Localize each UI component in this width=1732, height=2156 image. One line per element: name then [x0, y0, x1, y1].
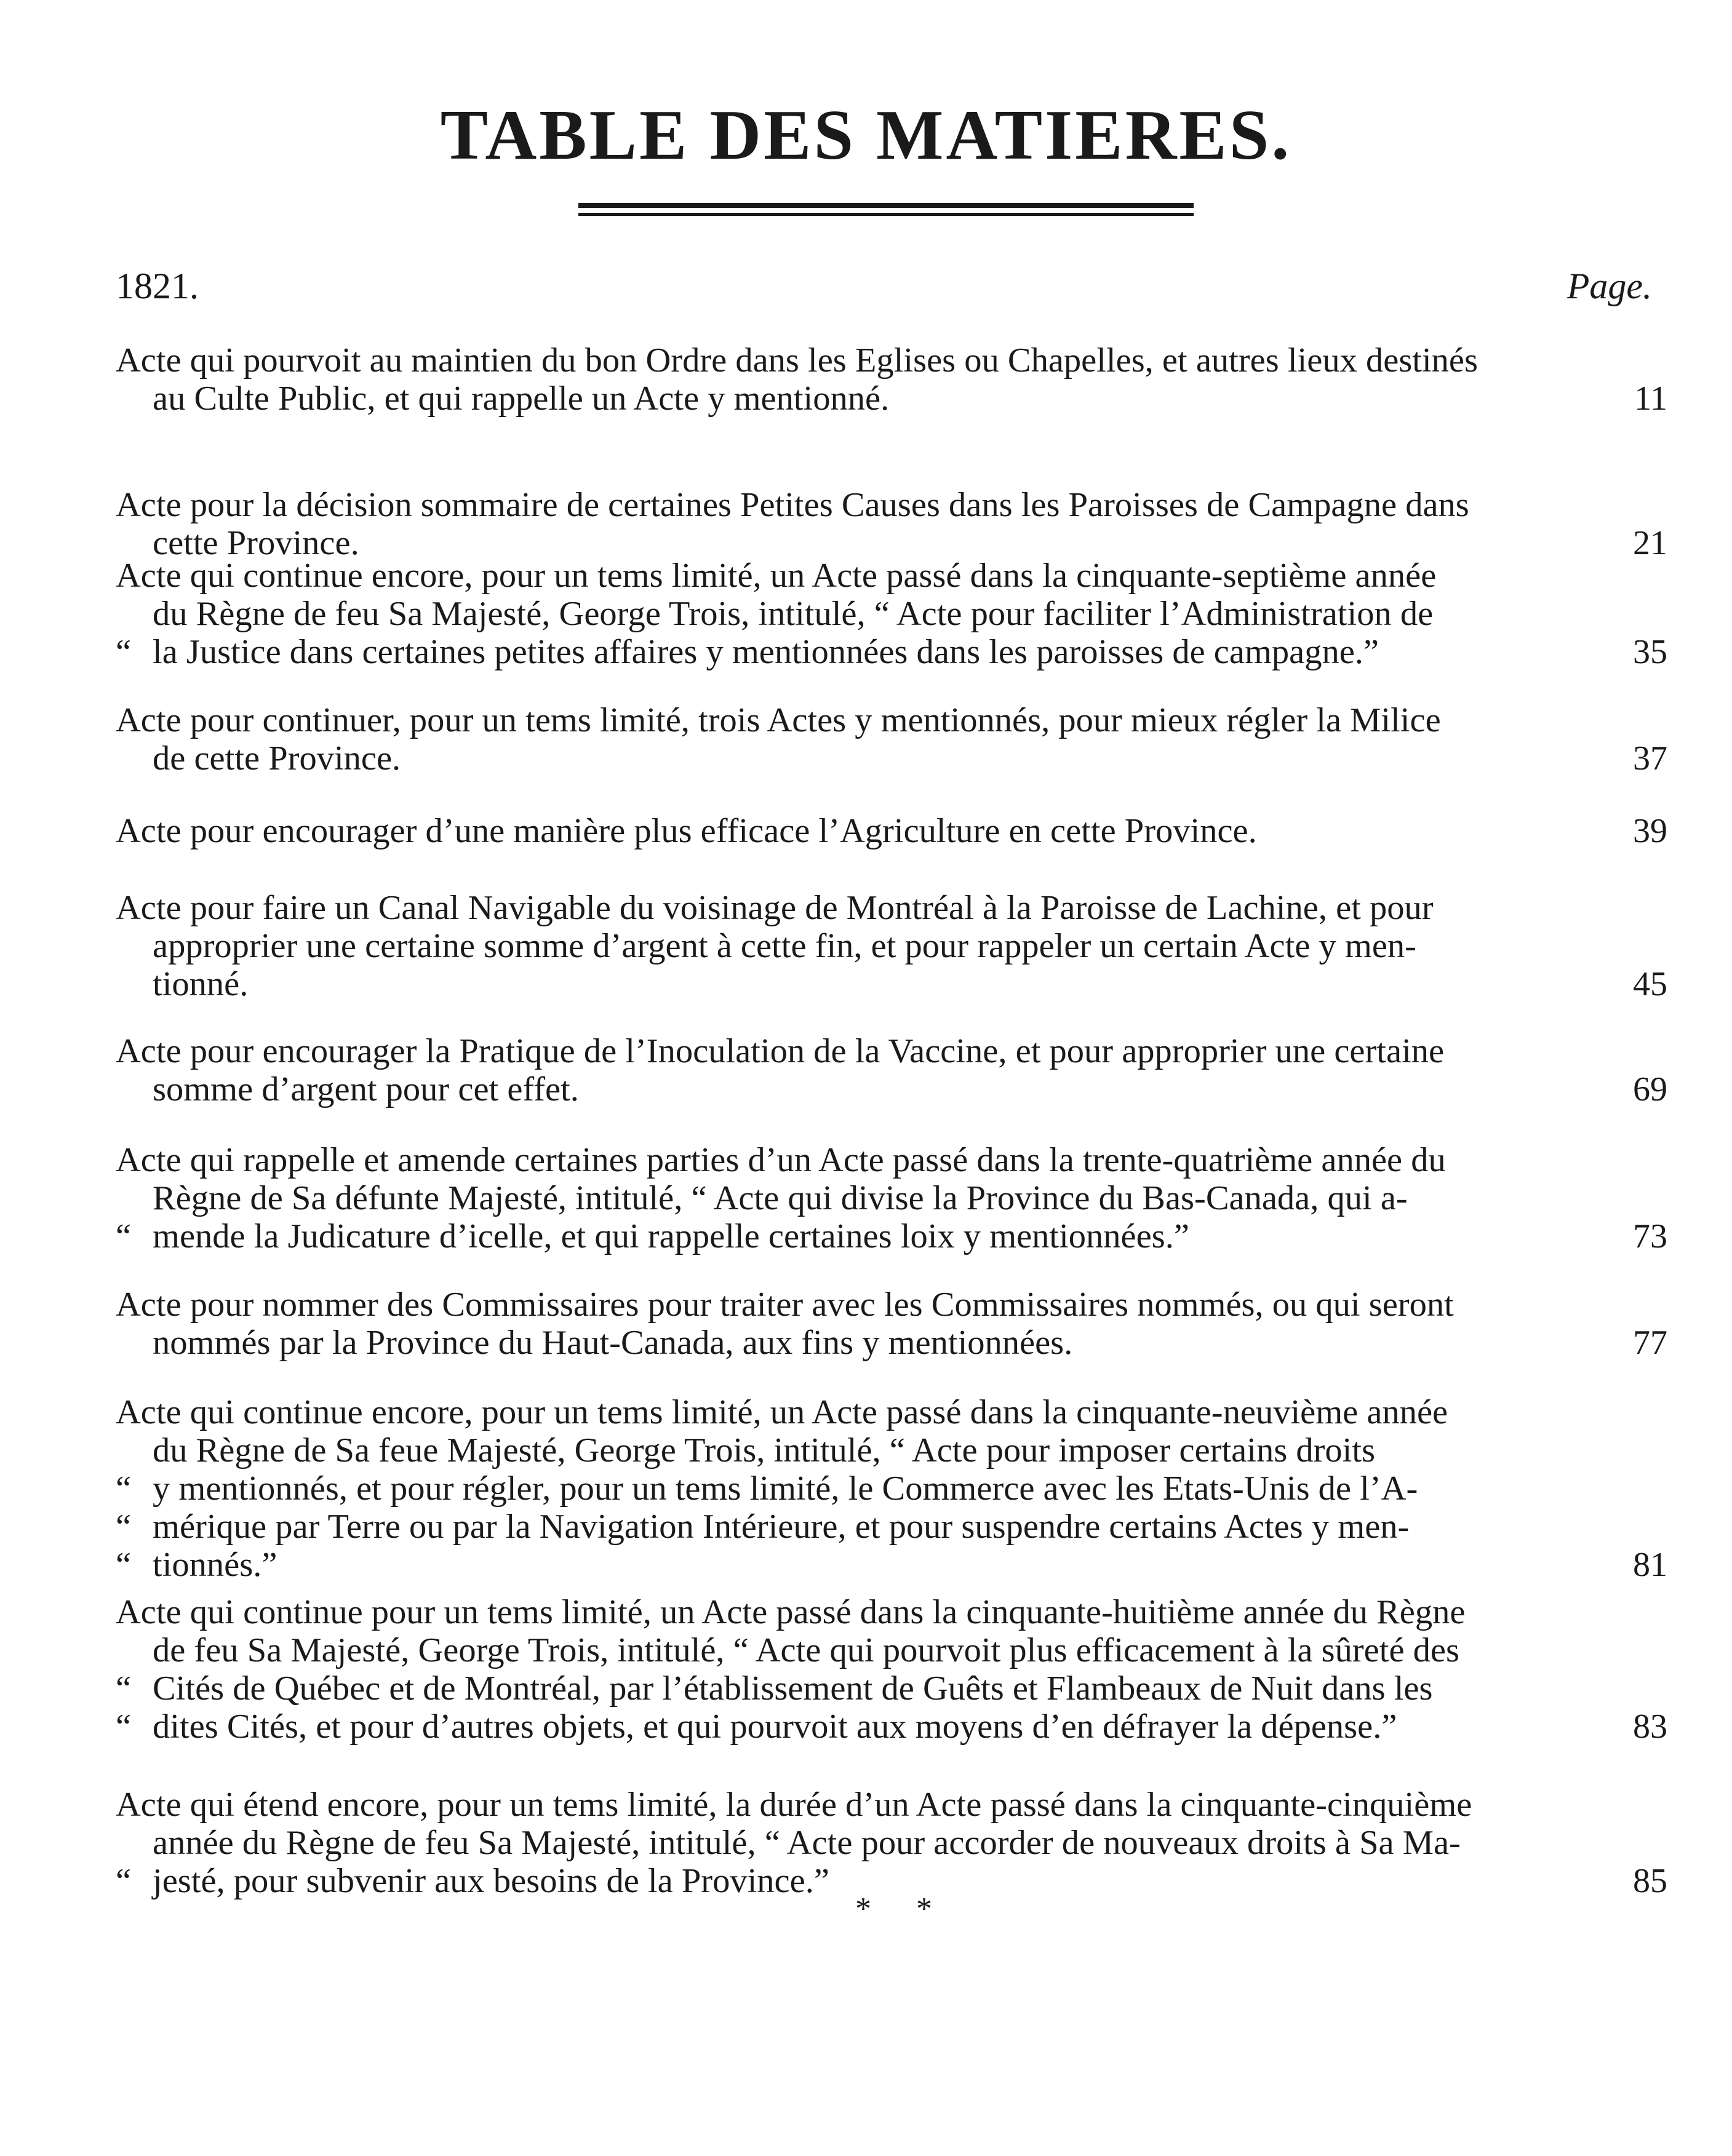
entry-continuation-line	[116, 1669, 1549, 1708]
entry-line-text: Acte pour continuer, pour un tems limité, trois Actes y mentionnés, pour mieux régler la Milice	[116, 701, 1441, 739]
entry-line-text: année du Règne de feu Sa Majesté, intitulé, “ Acte pour accorder de nouveaux droits à Sa Ma-	[153, 1824, 1461, 1862]
entry-first-line	[116, 812, 1549, 850]
entry-first-line	[116, 341, 1549, 380]
entry-continuation-line	[116, 595, 1549, 633]
title-rule-thick	[578, 203, 1194, 208]
entry-continuation-line	[116, 1631, 1549, 1669]
entry-first-line	[116, 1593, 1549, 1631]
entry-page-number: 37	[1633, 739, 1667, 778]
year-label: 1821.	[116, 266, 199, 306]
entry-line-text: Acte pour encourager d’une manière plus efficace l’Agriculture en cette Province.	[116, 812, 1257, 850]
entry-continuation-line	[116, 739, 1549, 778]
quote-mark: “	[116, 1708, 132, 1746]
entry-line-text: la Justice dans certaines petites affaires y mentionnées dans les paroisses de campagne.”	[153, 633, 1379, 671]
entry-line-text: Acte qui étend encore, pour un tems limité, la durée d’un Acte passé dans la cinquante-cinquième	[116, 1786, 1472, 1824]
entry-page-number: 85	[1633, 1862, 1667, 1900]
entry-page-number: 73	[1633, 1217, 1667, 1255]
entry-line-text: de cette Province.	[153, 739, 401, 778]
entry-page-number: 45	[1633, 965, 1667, 1003]
entry-first-line	[116, 1286, 1549, 1324]
entry-line-text: approprier une certaine somme d’argent à cette fin, et pour rappeler un certain Acte y men-	[153, 927, 1417, 965]
toc-entry	[116, 1032, 1549, 1108]
toc-entry	[116, 812, 1549, 850]
entry-line-text: Règne de Sa défunte Majesté, intitulé, “ Acte qui divise la Province du Bas-Canada, qui a-	[153, 1179, 1408, 1217]
toc-entry	[116, 1141, 1549, 1255]
entry-page-number: 39	[1633, 812, 1667, 850]
entry-line-text: Acte pour faire un Canal Navigable du voisinage de Montréal à la Paroisse de Lachine, et pour	[116, 889, 1434, 927]
entry-page-number: 21	[1633, 524, 1667, 562]
quote-mark: “	[116, 1217, 132, 1255]
entry-line-text: du Règne de Sa feue Majesté, George Trois, intitulé, “ Acte pour imposer certains droits	[153, 1431, 1376, 1470]
entry-line-text: dites Cités, et pour d’autres objets, et qui pourvoit aux moyens d’en défrayer la dépense.”	[153, 1708, 1397, 1746]
entry-continuation-line	[116, 1824, 1549, 1862]
page-title: TABLE DES MATIERES.	[440, 96, 1292, 175]
entry-continuation-line	[116, 965, 1549, 1003]
quote-mark: “	[116, 1546, 132, 1584]
entry-line-text: Acte pour la décision sommaire de certaines Petites Causes dans les Paroisses de Campagne dans	[116, 486, 1469, 524]
page-column-label: Page.	[1566, 266, 1652, 306]
entry-first-line	[116, 1786, 1549, 1824]
entry-line-text: tionnés.”	[153, 1546, 277, 1584]
entry-line-text: au Culte Public, et qui rappelle un Acte y mentionné.	[153, 380, 890, 418]
entry-page-number: 35	[1633, 633, 1667, 671]
toc-entry	[116, 1786, 1549, 1900]
entry-continuation-line	[116, 633, 1549, 671]
entry-line-text: Acte qui continue encore, pour un tems limité, un Acte passé dans la cinquante-septième année	[116, 557, 1437, 595]
toc-entry	[116, 486, 1549, 562]
entry-first-line	[116, 1393, 1549, 1431]
toc-entry	[116, 341, 1549, 418]
title-rule-thin	[578, 213, 1194, 216]
entry-continuation-line	[116, 1470, 1549, 1508]
toc-entry	[116, 701, 1549, 778]
entry-first-line	[116, 701, 1549, 739]
entry-continuation-line	[116, 1324, 1549, 1362]
entry-line-text: Acte qui continue pour un tems limité, un Acte passé dans la cinquante-huitième année du Règne	[116, 1593, 1466, 1631]
entry-line-text: nommés par la Province du Haut-Canada, aux fins y mentionnées.	[153, 1324, 1073, 1362]
entry-line-text: y mentionnés, et pour régler, pour un tems limité, le Commerce avec les Etats-Unis de l’A-	[153, 1470, 1418, 1508]
toc-entry	[116, 557, 1549, 671]
entry-continuation-line	[116, 927, 1549, 965]
entry-first-line	[116, 1032, 1549, 1070]
entry-page-number: 11	[1634, 380, 1667, 418]
entry-line-text: Acte pour nommer des Commissaires pour traiter avec les Commissaires nommés, ou qui seront	[116, 1286, 1454, 1324]
entry-continuation-line	[116, 1179, 1549, 1217]
entry-line-text: Acte qui pourvoit au maintien du bon Ordre dans les Eglises ou Chapelles, et autres lieux destinés	[116, 341, 1478, 380]
entry-continuation-line	[116, 1431, 1549, 1470]
quote-mark: “	[116, 633, 132, 671]
entry-line-text: jesté, pour subvenir aux besoins de la Province.”	[153, 1862, 829, 1900]
entry-line-text: mérique par Terre ou par la Navigation Intérieure, et pour suspendre certains Actes y men-	[153, 1508, 1410, 1546]
entry-first-line	[116, 889, 1549, 927]
entry-page-number: 77	[1633, 1324, 1667, 1362]
entry-line-text: tionné.	[153, 965, 249, 1003]
entry-page-number: 81	[1633, 1546, 1667, 1584]
toc-entry	[116, 1593, 1549, 1746]
entry-line-text: Cités de Québec et de Montréal, par l’établissement de Guêts et Flambeaux de Nuit dans les	[153, 1669, 1433, 1708]
toc-entry	[116, 1286, 1549, 1362]
entry-line-text: du Règne de feu Sa Majesté, George Trois, intitulé, “ Acte pour faciliter l’Administration de	[153, 595, 1434, 633]
entry-line-text: Acte pour encourager la Pratique de l’Inoculation de la Vaccine, et pour approprier une certaine	[116, 1032, 1445, 1070]
quote-mark: “	[116, 1508, 132, 1546]
quote-mark: “	[116, 1669, 132, 1708]
entry-continuation-line	[116, 1708, 1549, 1746]
entry-continuation-line	[116, 1508, 1549, 1546]
entry-continuation-line	[116, 380, 1549, 418]
entry-continuation-line	[116, 1862, 1549, 1900]
entry-line-text: mende la Judicature d’icelle, et qui rappelle certaines loix y mentionnées.”	[153, 1217, 1189, 1255]
entry-page-number: 83	[1633, 1708, 1667, 1746]
quote-mark: “	[116, 1470, 132, 1508]
entry-line-text: cette Province.	[153, 524, 359, 562]
entry-first-line	[116, 486, 1549, 524]
toc-entry	[116, 1393, 1549, 1584]
entry-continuation-line	[116, 1070, 1549, 1108]
entry-continuation-line	[116, 1546, 1549, 1584]
toc-entry	[116, 889, 1549, 1003]
entry-continuation-line	[116, 1217, 1549, 1255]
entry-first-line	[116, 1141, 1549, 1179]
quote-mark: “	[116, 1862, 132, 1900]
entry-page-number: 69	[1633, 1070, 1667, 1108]
entry-line-text: Acte qui continue encore, pour un tems limité, un Acte passé dans la cinquante-neuvième année	[116, 1393, 1448, 1431]
entry-line-text: somme d’argent pour cet effet.	[153, 1070, 579, 1108]
signature-mark: * *	[855, 1891, 951, 1927]
entry-first-line	[116, 557, 1549, 595]
entry-line-text: de feu Sa Majesté, George Trois, intitulé, “ Acte qui pourvoit plus efficacement à la sûreté des	[153, 1631, 1459, 1669]
entry-line-text: Acte qui rappelle et amende certaines parties d’un Acte passé dans la trente-quatrième année du	[116, 1141, 1446, 1179]
